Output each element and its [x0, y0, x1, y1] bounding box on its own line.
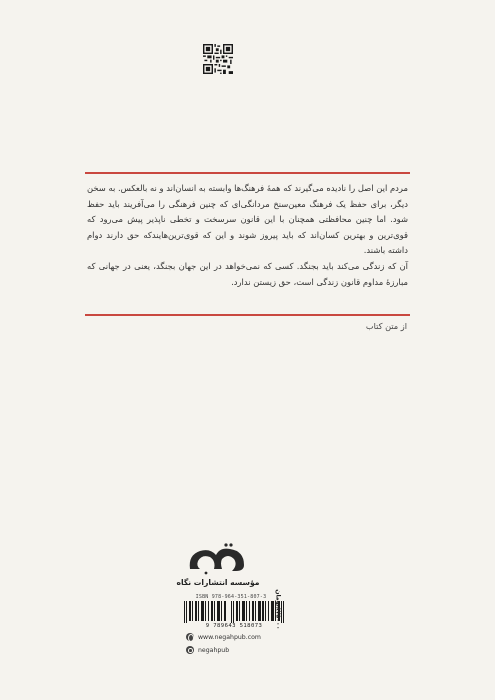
website-row — [186, 632, 261, 642]
instagram-handle: negahpub — [198, 646, 230, 654]
bottom-divider — [85, 314, 410, 316]
price-label: ۸۷۵۰۰۰تومان — [274, 589, 282, 630]
isbn-label: ISBN 978-964-351-807-3 — [195, 594, 267, 600]
barcode — [178, 601, 290, 627]
qr-code-icon — [203, 44, 233, 74]
publisher-logo — [186, 541, 250, 575]
barcode-bars — [184, 601, 284, 623]
top-divider — [85, 172, 410, 174]
excerpt-paragraph: آن که زندگی می‌کند باید بجنگد. کسی که نمی‌خواهد در این جهان بجنگد، یعنی در جهانی که مبارزهٔ مداوم قانون زندگی است، حق زیستن ندارد. — [87, 260, 408, 287]
excerpt-source: از متن کتاب — [365, 321, 407, 331]
instagram-row — [186, 645, 229, 655]
globe-icon — [186, 633, 194, 641]
barcode-number: 9 789643 518073 — [205, 623, 263, 629]
excerpt-paragraph: مردم این اصل را نادیده می‌گیرند که همهٔ فرهنگ‌ها وابسته به انسان‌اند و نه بالعکس. به سخن دیگر، برای حفظ یک فرهنگ معین‌سنخ مردانگی‌ای که چنین فرهنگی را می‌آفریند باید حفظ شود. اما چنین محافظتی همچنان با این قانون سرسخت و تخطی ناپذیر پیش می‌رود که قوی‌ترین و بهترین کسان‌اند که باید پیروز شوند و این که قوی‌ترین‌هایندکه حق دارند دوام داشته باشند. — [87, 183, 408, 256]
book-excerpt — [87, 181, 408, 290]
publisher-name: مؤسسه انتشارات نگاه — [176, 578, 260, 587]
website-text: www.negahpub.com — [198, 633, 261, 641]
instagram-icon — [186, 646, 194, 654]
